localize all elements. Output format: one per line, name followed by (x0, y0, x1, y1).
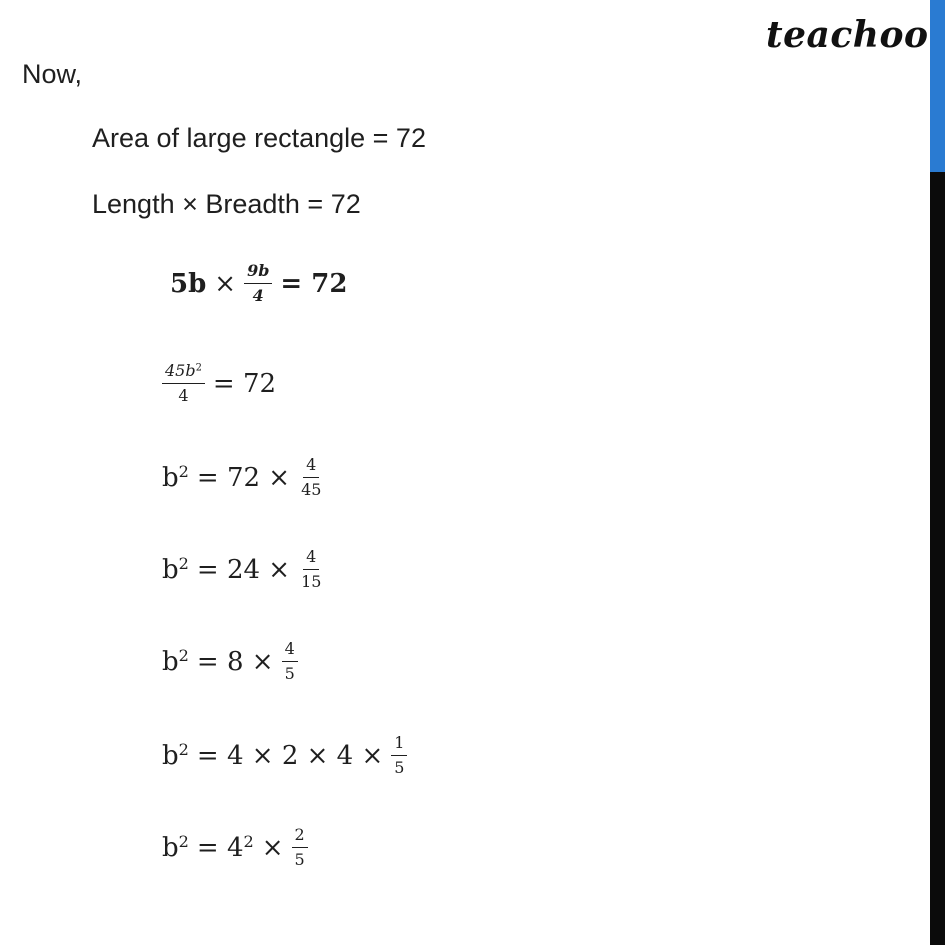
eq7-numerator: 2 (292, 826, 308, 848)
eq7-lhs: $b^2$ (162, 831, 189, 863)
eq4-denominator: 15 (301, 572, 322, 591)
eq6-fraction (391, 734, 407, 777)
eq1-denominator: 4 (252, 286, 264, 305)
eq4-fraction (298, 548, 324, 591)
equation-2 (162, 362, 276, 405)
eq1-times: × (214, 268, 237, 299)
eq5-numerator: 4 (282, 640, 298, 662)
right-edge-accent (930, 0, 945, 172)
eq5-denominator: 5 (284, 664, 295, 683)
eq7-denominator: 5 (294, 850, 305, 869)
eq1-fraction (244, 262, 272, 305)
eq4-numerator: 4 (303, 548, 319, 570)
eq6-numerator: 1 (391, 734, 407, 756)
eq6-denominator: 5 (394, 758, 405, 777)
equation-5 (162, 640, 298, 683)
eq2-numerator: $45b^2$ (162, 362, 205, 384)
equation-3 (162, 456, 324, 499)
equation-6 (162, 734, 407, 777)
eq4-lhs: $b^2$ (162, 553, 189, 585)
teachoo-logo: teachoo (766, 14, 929, 56)
equation-1 (170, 262, 347, 305)
area-statement: Area of large rectangle = 72 (92, 123, 426, 153)
eq7-mid2: × (261, 832, 284, 863)
eq3-fraction (298, 456, 324, 499)
eq1-rhs: = 72 (280, 268, 348, 299)
eq6-mid: = 4 × 2 × 4 × (196, 740, 384, 771)
eq7-mid1: = $4^2$ (196, 831, 254, 863)
eq6-lhs: $b^2$ (162, 739, 189, 771)
eq4-mid: = 24 × (196, 554, 291, 585)
length-breadth-statement: Length × Breadth = 72 (92, 189, 361, 219)
equation-4 (162, 548, 324, 591)
eq2-fraction (162, 362, 205, 405)
eq5-lhs: $b^2$ (162, 645, 189, 677)
eq1-left: 5b (170, 268, 207, 299)
eq2-rhs: = 72 (212, 368, 277, 399)
eq3-denominator: 45 (301, 480, 322, 499)
equation-7 (162, 826, 308, 869)
eq7-fraction (292, 826, 308, 869)
eq5-mid: = 8 × (196, 646, 274, 677)
eq5-fraction (282, 640, 298, 683)
eq3-numerator: 4 (303, 456, 319, 478)
now-label: Now, (22, 59, 83, 89)
eq1-numerator: 9b (244, 262, 272, 284)
eq3-mid: = 72 × (196, 462, 291, 493)
eq3-lhs: $b^2$ (162, 461, 189, 493)
eq2-denominator: 4 (178, 386, 189, 405)
